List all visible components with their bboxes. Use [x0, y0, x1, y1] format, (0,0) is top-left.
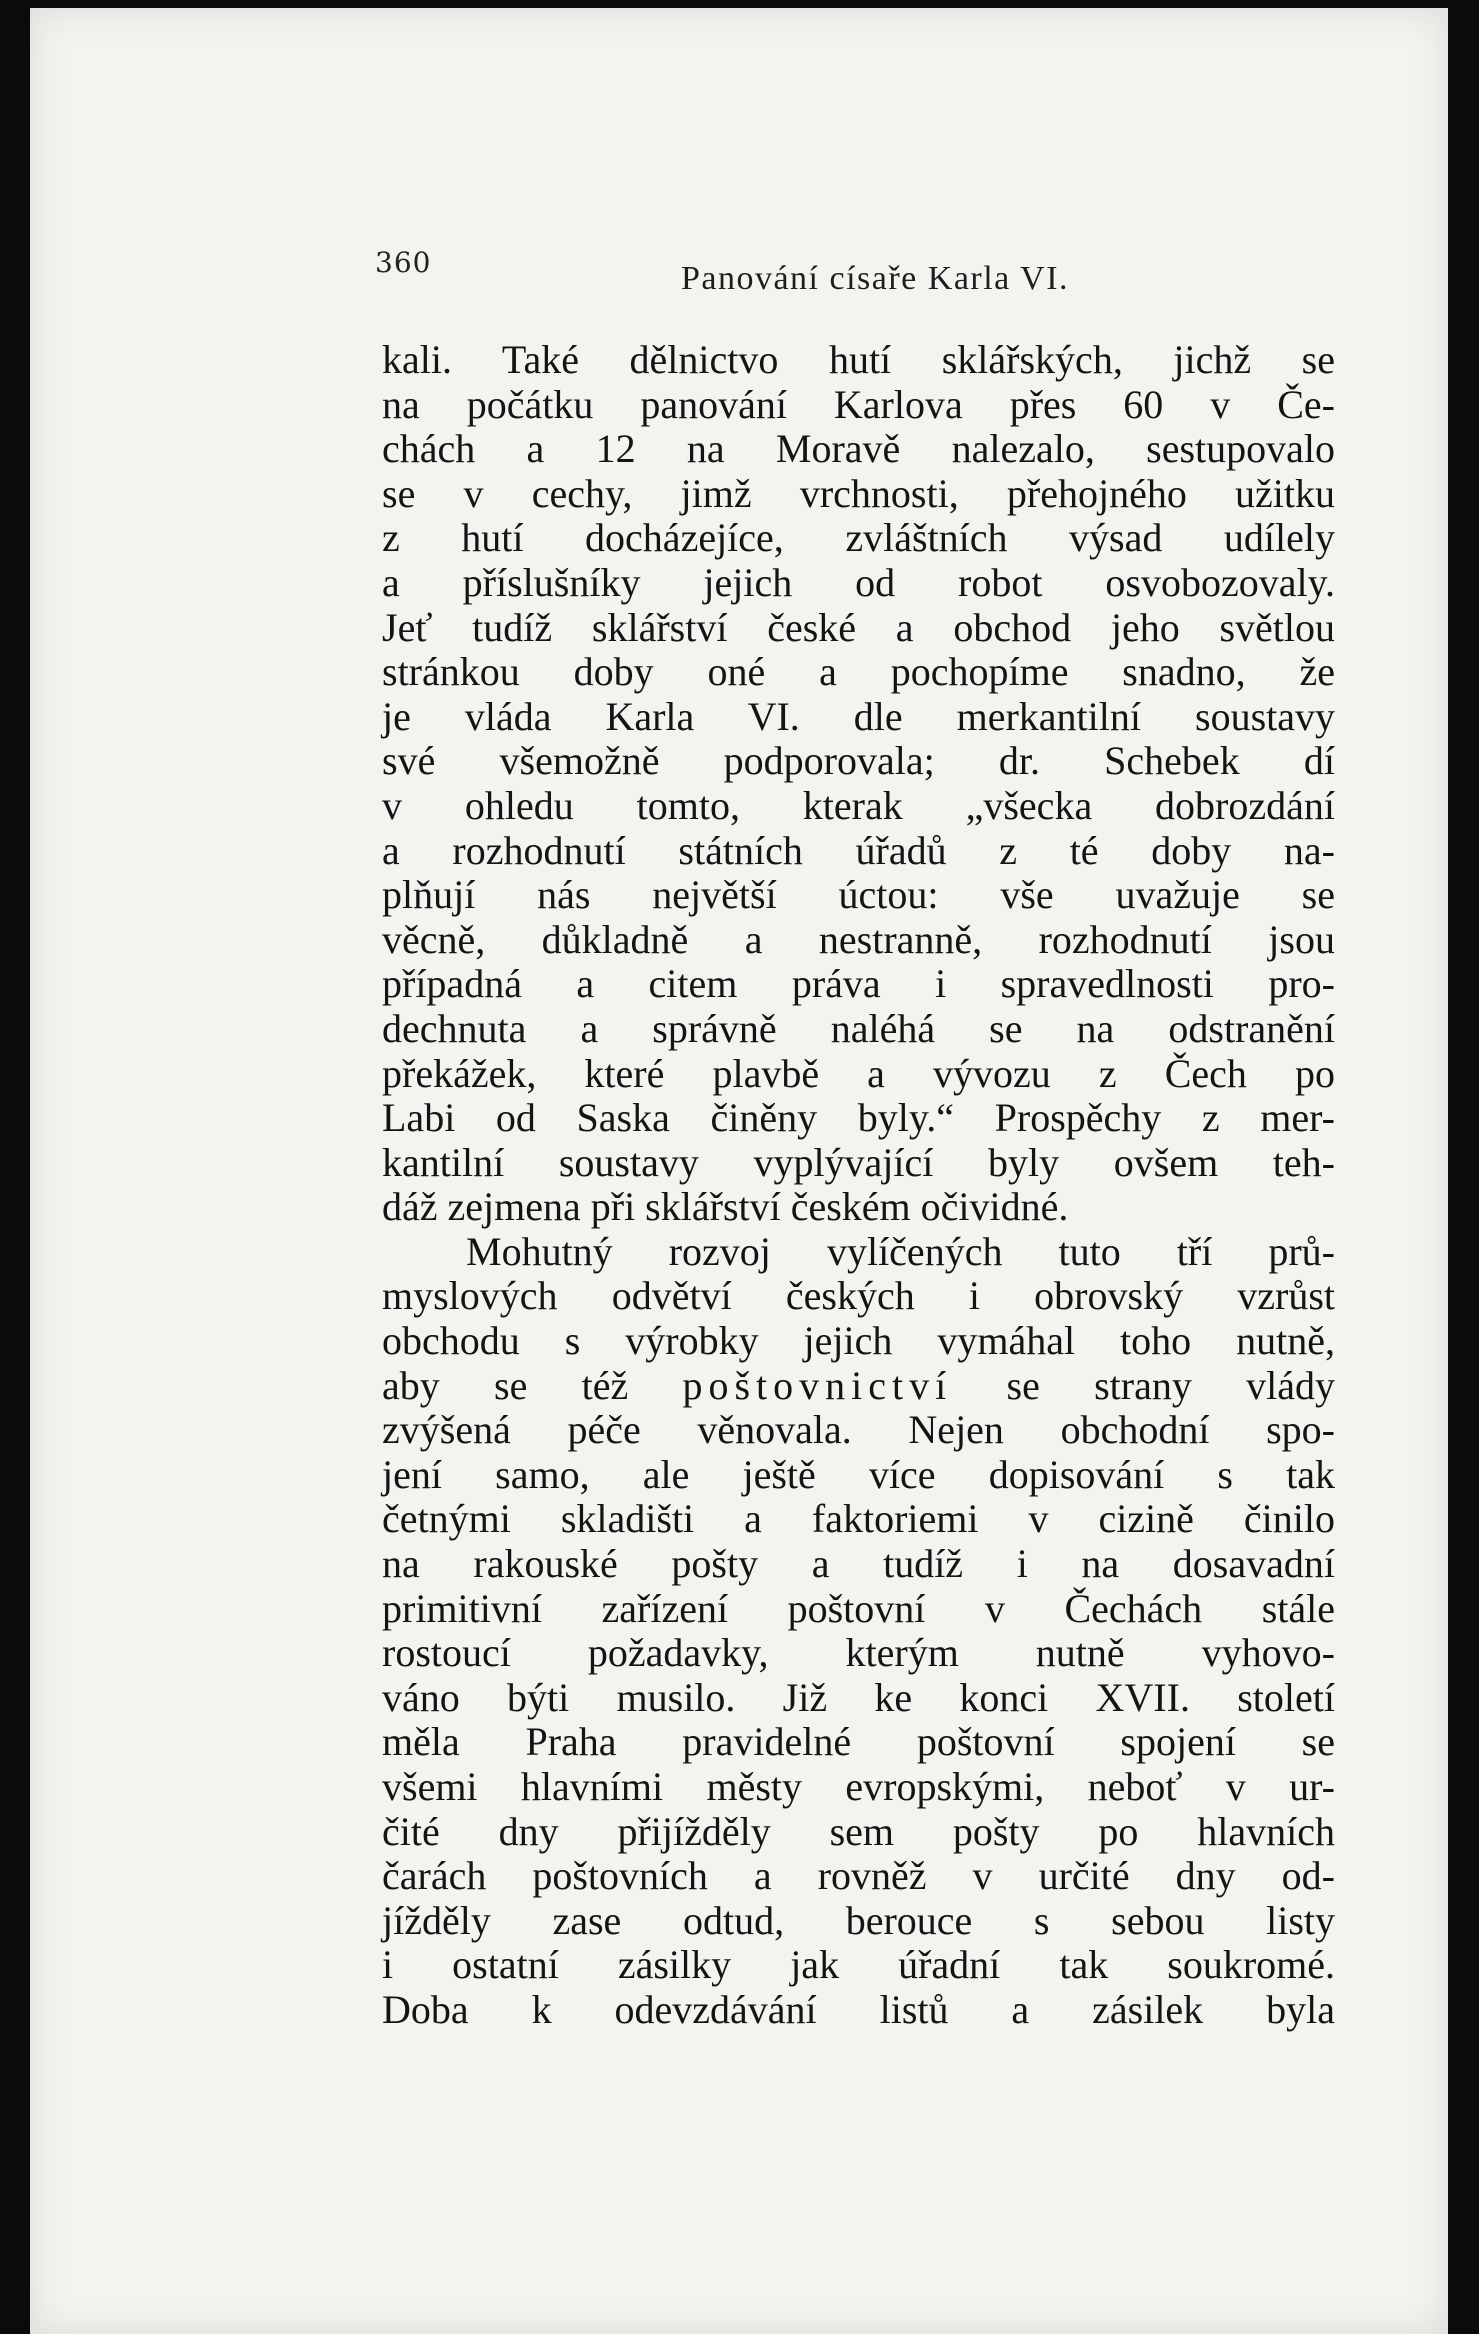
- text-line: primitivní zařízení poštovní v Čechách stále: [382, 1585, 1335, 1631]
- text-fragment: se strany vlády: [1006, 1362, 1335, 1408]
- text-line: čarách poštovních a rovněž v určité dny od-: [382, 1853, 1335, 1899]
- text-line: v ohledu tomto, kterak „všecka dobrozdání: [382, 782, 1335, 828]
- text-line: na rakouské pošty a tudíž i na dosavadní: [382, 1541, 1335, 1587]
- text-line: kantilní soustavy vyplývající byly ovšem teh-: [382, 1139, 1335, 1185]
- text-line: překážek, které plavbě a vývozu z Čech po: [382, 1050, 1335, 1096]
- text-line: jížděly zase odtud, berouce s sebou listy: [382, 1897, 1335, 1943]
- text-line: všemi hlavními městy evropskými, neboť v ur-: [382, 1764, 1335, 1809]
- text-line: čité dny přijížděly sem pošty po hlavních: [382, 1808, 1335, 1854]
- text-line: věcně, důkladně a nestranně, rozhodnutí jsou: [382, 916, 1335, 962]
- text-line: se v cechy, jimž vrchnosti, přehojného užitku: [382, 470, 1335, 516]
- emphasized-word: poštovnictví: [682, 1362, 953, 1408]
- book-page: [30, 8, 1448, 2334]
- text-line: měla Praha pravidelné poštovní spojení se: [382, 1719, 1335, 1765]
- running-head: Panování císaře Karla VI.: [680, 260, 1070, 297]
- text-line: je vláda Karla VI. dle merkantilní soustavy: [382, 693, 1335, 739]
- text-line: četnými skladišti a faktoriemi v cizině činilo: [382, 1496, 1335, 1542]
- text-line: i ostatní zásilky jak úřadní tak soukromé.: [382, 1942, 1335, 1988]
- text-line: dechnuta a správně naléhá se na odstranění: [382, 1005, 1335, 1051]
- paragraph-start-line: Mohutný rozvoj vylíčených tuto tří prů-: [466, 1228, 1335, 1274]
- text-line: kali. Také dělnictvo hutí sklářských, jichž se: [382, 337, 1335, 382]
- text-line: váno býti musilo. Již ke konci XVII. století: [382, 1674, 1335, 1720]
- text-line: myslových odvětví českých i obrovský vzrůst: [382, 1273, 1335, 1319]
- page-number: 360: [375, 246, 432, 279]
- text-line: z hutí docházejíce, zvláštních výsad udílely: [382, 515, 1335, 561]
- text-line: na počátku panování Karlova přes 60 v Če-: [382, 381, 1335, 427]
- text-line: plňují nás největší úctou: vše uvažuje se: [382, 872, 1335, 918]
- text-line: Doba k odevzdávání listů a zásilek byla: [382, 1986, 1335, 2032]
- text-line: rostoucí požadavky, kterým nutně vyhovo-: [382, 1630, 1335, 1676]
- text-line: Jeť tudíž sklářství české a obchod jeho světlou: [382, 604, 1335, 650]
- text-line: chách a 12 na Moravě nalezalo, sestupovalo: [382, 426, 1335, 472]
- text-line: Labi od Saska činěny byly.“ Prospěchy z mer-: [382, 1095, 1335, 1141]
- text-fragment: aby se též: [382, 1362, 629, 1408]
- text-line-with-emphasis: [382, 1364, 1335, 1409]
- text-line: obchodu s výrobky jejich vymáhal toho nutně,: [382, 1318, 1335, 1364]
- text-line: případná a citem práva i spravedlnosti pro-: [382, 961, 1335, 1007]
- text-line: stránkou doby oné a pochopíme snadno, že: [382, 649, 1335, 695]
- text-line: zvýšená péče věnovala. Nejen obchodní spo-: [382, 1407, 1335, 1453]
- text-line: dáž zejmena při sklářství českém očividné.: [382, 1184, 1069, 1230]
- text-line: a příslušníky jejich od robot osvobozovaly.: [382, 559, 1335, 605]
- text-line: své všemožně podporovala; dr. Schebek dí: [382, 738, 1335, 784]
- body-text: [382, 338, 1335, 2033]
- text-line: a rozhodnutí státních úřadů z té doby na-: [382, 827, 1335, 873]
- text-line: jení samo, ale ještě více dopisování s tak: [382, 1451, 1335, 1497]
